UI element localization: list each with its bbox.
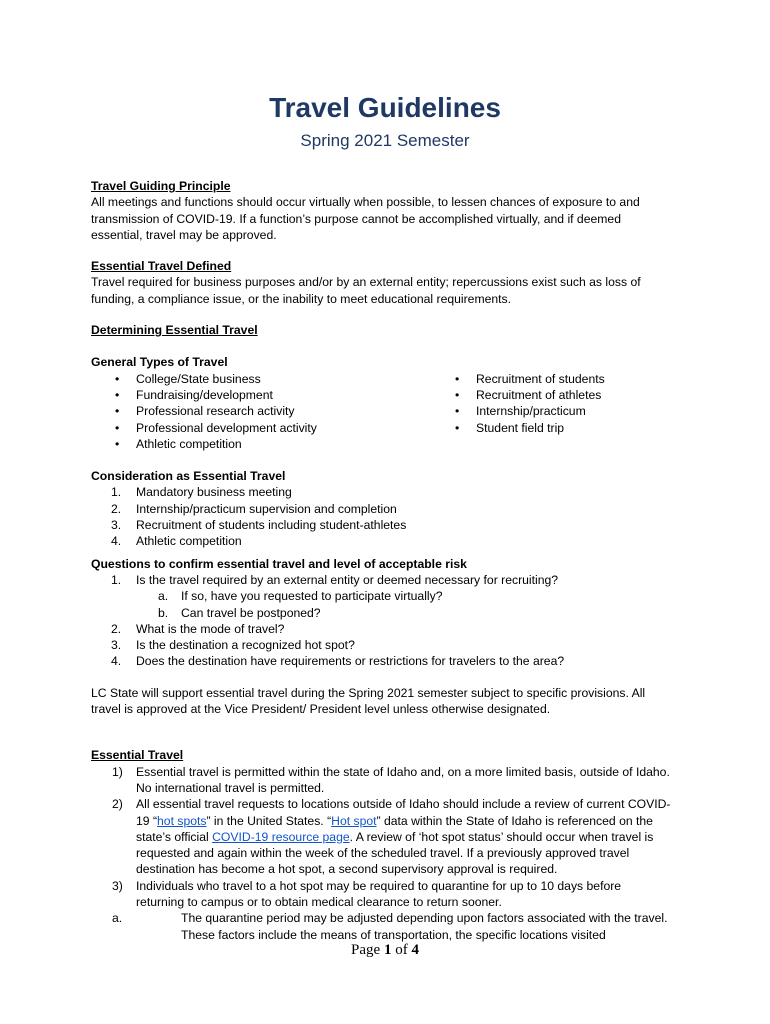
list-item: • Recruitment of athletes xyxy=(431,387,671,403)
list-item: a. If so, have you requested to participate virtually? xyxy=(158,589,443,604)
list-item: • Recruitment of students xyxy=(431,371,671,387)
hot-spot-link[interactable]: Hot spot xyxy=(331,813,377,828)
essential-list xyxy=(91,764,671,943)
list-item: • Athletic competition xyxy=(91,436,431,452)
page-subtitle: Spring 2021 Semester xyxy=(300,131,470,150)
consideration-heading: Consideration as Essential Travel xyxy=(91,469,286,484)
list-item: 3) Individuals who travel to a hot spot may be required to quarantine for up to 10 days before returning to campus or to obtain medical clearance to return sooner. a. The quarantine period may be adjusted depending upon factors associated with the travel. These factors include the means of transportation, the specific locations visited xyxy=(91,878,671,943)
sub-list xyxy=(91,588,671,621)
list-item: 1. Is the travel required by an external entity or deemed necessary for recruiting? a. If so, have you requested to participate virtually? b. Can travel be postponed? xyxy=(91,572,671,621)
questions-list xyxy=(91,572,671,670)
list-item: b. Can travel be postponed? xyxy=(158,605,321,620)
consideration-list xyxy=(91,484,671,549)
list-item: 1) Essential travel is permitted within the state of Idaho and, on a more limited basis, outside of Idaho. No international travel is permitted. xyxy=(112,764,670,795)
list-item: • Student field trip xyxy=(431,420,671,436)
general-types-right-list xyxy=(431,371,671,436)
page-number: Page 1 of 4 xyxy=(351,942,419,958)
list-item: a. The quarantine period may be adjusted depending upon factors associated with the travel. These factors include the means of transportation, the specific locations visited xyxy=(112,911,668,942)
questions-heading: Questions to confirm essential travel and level of acceptable risk xyxy=(91,556,467,571)
list-item: 4. Does the destination have requirements or restrictions for travelers to the area? xyxy=(111,654,565,669)
principle-heading: Travel Guiding Principle xyxy=(91,179,231,193)
defined-text: Travel required for business purposes and/or by an external entity; repercussions exist such as loss of funding, a compliance issue, or the inability to meet educational requirements. xyxy=(91,275,641,306)
support-text: LC State will support essential travel during the Spring 2021 semester subject to specific provisions. All travel is approved at the Vice President/ President level unless otherwise designated. xyxy=(91,685,646,717)
list-item: • Internship/practicum xyxy=(431,403,671,419)
list-item: 3. Is the destination a recognized hot spot? xyxy=(111,638,355,653)
general-types-lists xyxy=(91,371,671,452)
list-item: 4. Athletic competition xyxy=(111,534,242,549)
list-item: 2. What is the mode of travel? xyxy=(111,621,285,636)
hot-spots-link[interactable]: hot spots xyxy=(157,813,207,828)
essential-heading: Essential Travel xyxy=(91,748,184,763)
principle-text: All meetings and functions should occur virtually when possible, to lessen chances of exposure to and transmission of COVID-19. If a function’s purpose cannot be accomplished virtually, and if deemed essential, travel may be approved. xyxy=(91,195,640,242)
general-types-left-list xyxy=(91,371,431,452)
list-item: • Professional research activity xyxy=(91,403,431,419)
list-item: • Professional development activity xyxy=(91,420,431,436)
sub-list xyxy=(91,910,671,943)
list-item: • Fundraising/development xyxy=(91,387,431,403)
document-body xyxy=(91,178,671,943)
covid-resource-link[interactable]: COVID-19 resource page xyxy=(212,829,350,844)
general-types-heading: General Types of Travel xyxy=(91,355,228,370)
determining-heading: Determining Essential Travel xyxy=(91,323,258,338)
list-item: 3. Recruitment of students including student-athletes xyxy=(111,518,407,533)
list-item: 2. Internship/practicum supervision and completion xyxy=(111,501,397,516)
page-title: Travel Guidelines xyxy=(269,92,501,123)
defined-heading: Essential Travel Defined xyxy=(91,259,232,274)
list-item: 1. Mandatory business meeting xyxy=(111,485,292,500)
list-item: 2) All essential travel requests to locations outside of Idaho should include a review of current COVID-19 “hot spots” in the United States. “Hot spot” data within the State of Idaho is referenced on the state’s official COVID-19 resource page. A review of ‘hot spot status’ should occur when travel is requested and again within the week of the scheduled travel. If a previously approved travel destination has become a hot spot, a second supervisory approval is required. xyxy=(112,797,671,877)
list-item: • College/State business xyxy=(91,371,431,387)
